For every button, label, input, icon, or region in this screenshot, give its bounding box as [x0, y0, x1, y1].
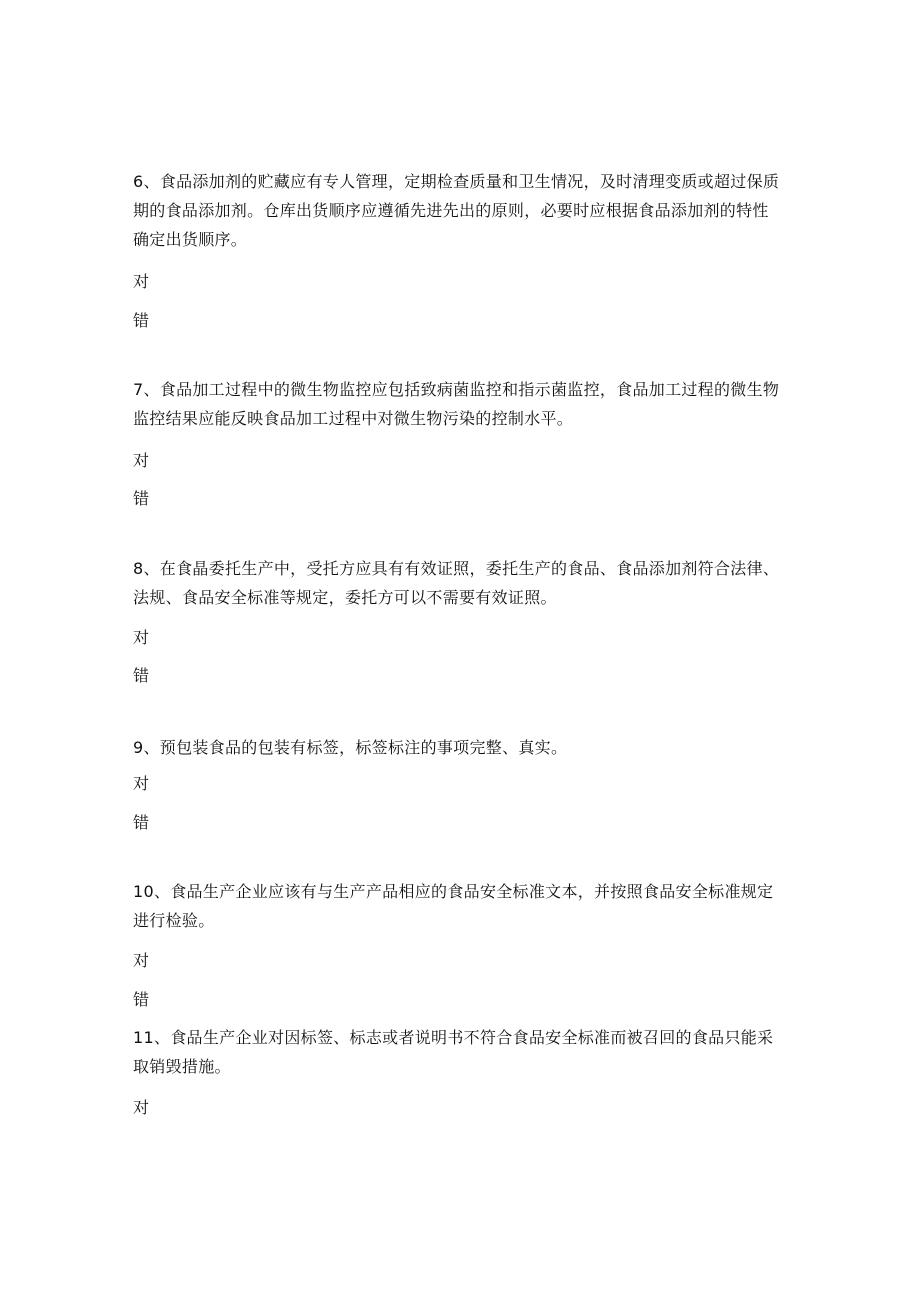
- question-6-option-true: 对: [133, 272, 150, 291]
- question-6-option-false: 错: [133, 311, 150, 330]
- question-8-text: 8、在食晶委托生产中，受托方应具有有效证照，委托生产的食品、食品添加剂符合法律、法规、食品安全标准等规定，委托方可以不需要有效证照。: [133, 559, 780, 607]
- question-8-option-true: 对: [133, 628, 150, 647]
- question-11-text: 11、食品生产企业对因标签、标志或者说明书不符合食品安全标准而被召回的食品只能采取销毁措施。: [133, 1028, 774, 1076]
- question-9-text: 9、预包装食品的包装有标签，标签标注的事项完整、真实。: [133, 738, 568, 757]
- question-10-option-false: 错: [133, 990, 150, 1009]
- question-7-option-true: 对: [133, 451, 150, 470]
- question-9-option-true: 对: [133, 774, 150, 793]
- question-10-text: 10、食品生产企业应该有与生产产品相应的食品安全标准文本，并按照食品安全标准规定进行检验。: [133, 882, 774, 930]
- question-11-option-true: 对: [133, 1098, 150, 1117]
- question-7-option-false: 错: [133, 489, 150, 508]
- question-9-option-false: 错: [133, 813, 150, 832]
- question-8-option-false: 错: [133, 666, 150, 685]
- question-6-text: 6、食品添加剂的贮藏应有专人管理，定期检查质量和卫生情况，及时清理变质或超过保质期的食品添加剂。仓库出货顺序应遵循先进先出的原则，必要时应根据食品添加剂的特性确定出货顺序。: [133, 172, 780, 249]
- question-7-text: 7、食品加工过程中的微生物监控应包括致病菌监控和指示菌监控，食品加工过程的微生物监控结果应能反映食品加工过程中对微生物污染的控制水平。: [133, 380, 780, 428]
- question-10-option-true: 对: [133, 951, 150, 970]
